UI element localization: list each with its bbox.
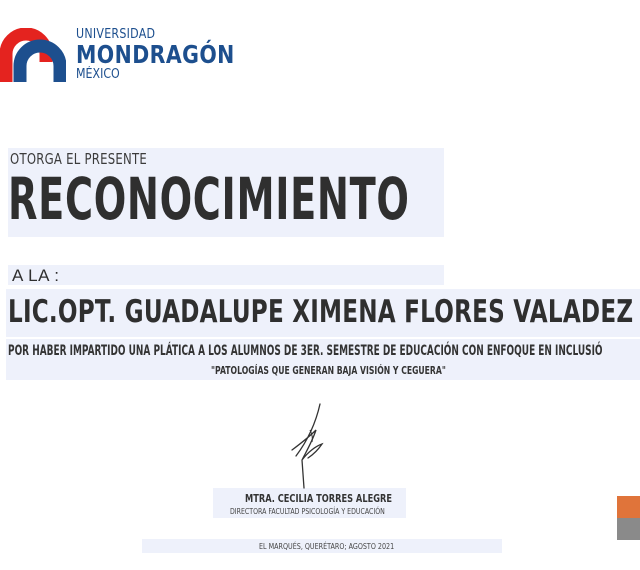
university-logo-icon	[0, 28, 66, 92]
seal-bottom	[617, 518, 640, 540]
logo-line-mexico: MÉXICO	[76, 67, 120, 82]
certificate-title: RECONOCIMIENTO	[8, 165, 410, 233]
seal-top	[617, 496, 640, 518]
to-label: A LA :	[12, 266, 60, 285]
logo-line-universidad: UNIVERSIDAD	[76, 27, 156, 42]
signer-name: MTRA. CECILIA TORRES ALEGRE	[245, 492, 392, 505]
reason-text: POR HABER IMPARTIDO UNA PLÁTICA A LOS ALUMNOS DE 3ER. SEMESTRE DE EDUCACIÓN CON ENFOQUE EN INCLUSIÓ	[8, 343, 603, 359]
recipient-name: LIC.OPT. GUADALUPE XIMENA FLORES VALADEZ	[8, 294, 634, 330]
seal-icon	[617, 496, 640, 540]
intro-text: OTORGA EL PRESENTE	[10, 150, 148, 168]
logo-line-mondragon: MONDRAGÓN	[76, 40, 235, 69]
university-name	[76, 28, 270, 81]
talk-title: "PATOLOGÍAS QUE GENERAN BAJA VISIÓN Y CEGUERA"	[211, 364, 446, 377]
signature-icon	[282, 400, 332, 490]
place-date: EL MARQUÉS, QUERÉTARO; AGOSTO 2021	[259, 542, 395, 551]
signer-role: DIRECTORA FACULTAD PSICOLOGÍA Y EDUCACIÓN	[230, 507, 385, 516]
to-label-band	[8, 265, 444, 285]
